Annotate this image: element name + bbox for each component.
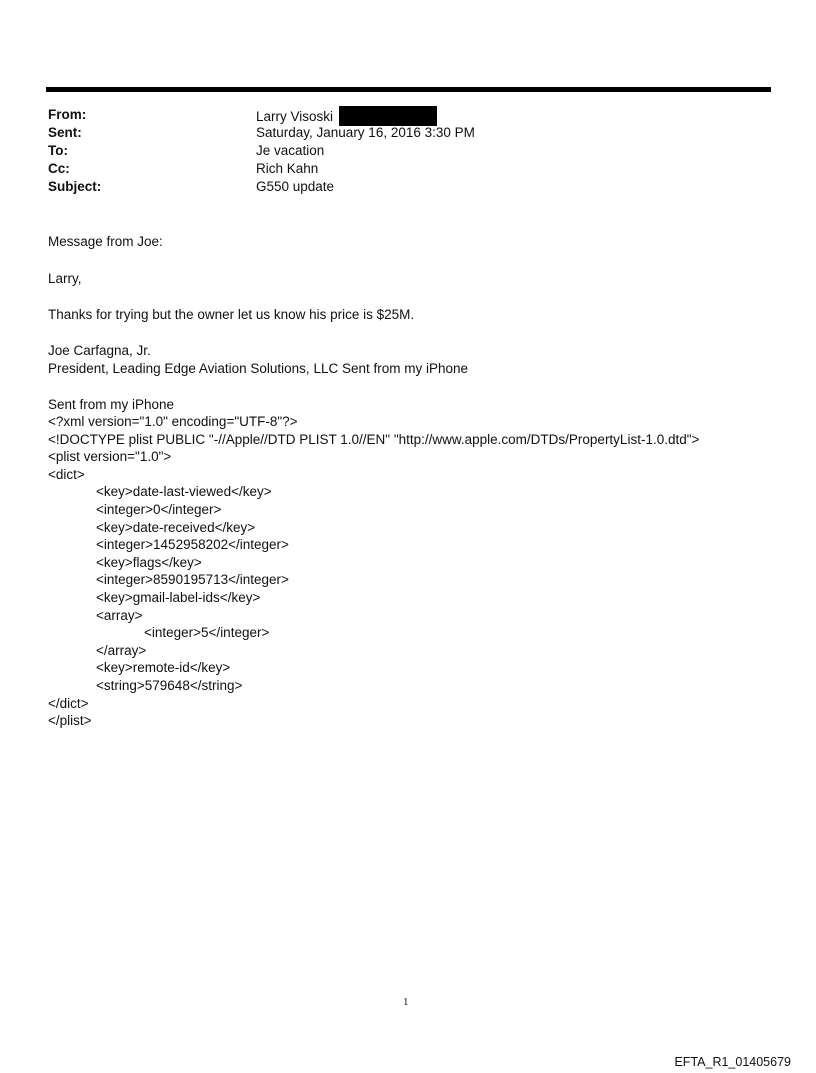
- code-line: <integer>5</integer>: [144, 625, 270, 641]
- code-line: <integer>8590195713</integer>: [96, 572, 289, 588]
- code-line: <key>date-received</key>: [96, 519, 256, 535]
- code-line: <array>: [96, 607, 143, 623]
- signature-name: Joe Carfagna, Jr.: [48, 343, 151, 358]
- cc-value: Rich Kahn: [256, 161, 319, 176]
- sent-row: [48, 124, 768, 142]
- subject-value: G550 update: [256, 179, 335, 194]
- page-number: 1: [403, 996, 409, 1008]
- code-line: <key>date-last-viewed</key>: [96, 484, 272, 500]
- from-label: From:: [48, 107, 87, 122]
- message-greeting: Larry,: [48, 271, 82, 286]
- code-line: <integer>0</integer>: [96, 501, 222, 517]
- code-line: <string>579648</string>: [96, 677, 243, 693]
- message-text: Thanks for trying but the owner let us know his price is $25M.: [48, 307, 415, 322]
- message-intro: Message from Joe:: [48, 234, 163, 249]
- to-label: To:: [48, 143, 68, 158]
- code-line: <key>flags</key>: [96, 554, 202, 570]
- sent-label: Sent:: [48, 125, 82, 140]
- code-line: <plist version="1.0">: [48, 449, 172, 465]
- code-line: <key>remote-id</key>: [96, 660, 231, 676]
- code-line: <integer>1452958202</integer>: [96, 537, 289, 553]
- cc-row: [48, 160, 768, 178]
- code-line: <!DOCTYPE plist PUBLIC "-//Apple//DTD PLIST 1.0//EN" "http://www.apple.com/DTDs/PropertyList-1.0.dtd">: [48, 431, 700, 447]
- from-name: Larry Visoski: [256, 109, 334, 124]
- sent-value: Saturday, January 16, 2016 3:30 PM: [256, 125, 475, 140]
- from-row: [48, 106, 768, 124]
- sent-from-line: Sent from my iPhone: [48, 397, 175, 412]
- code-line: <?xml version="1.0" encoding="UTF-8"?>: [48, 414, 298, 429]
- from-value: [256, 106, 437, 126]
- code-line: <key>gmail-label-ids</key>: [96, 589, 261, 605]
- to-row: [48, 142, 768, 160]
- subject-row: [48, 178, 768, 196]
- cc-label: Cc:: [48, 161, 70, 176]
- code-line: <dict>: [48, 466, 85, 482]
- code-line: </plist>: [48, 713, 92, 729]
- plist-code-block: [48, 413, 699, 730]
- email-header: [48, 106, 768, 196]
- bates-number: EFTA_R1_01405679: [674, 1055, 791, 1069]
- code-line: </array>: [96, 642, 147, 658]
- signature-title: President, Leading Edge Aviation Solutions, LLC Sent from my iPhone: [48, 361, 469, 376]
- to-value: Je vacation: [256, 143, 325, 158]
- header-rule: [46, 87, 771, 92]
- subject-label: Subject:: [48, 179, 102, 194]
- code-line: </dict>: [48, 695, 89, 711]
- redaction-box: [339, 106, 437, 126]
